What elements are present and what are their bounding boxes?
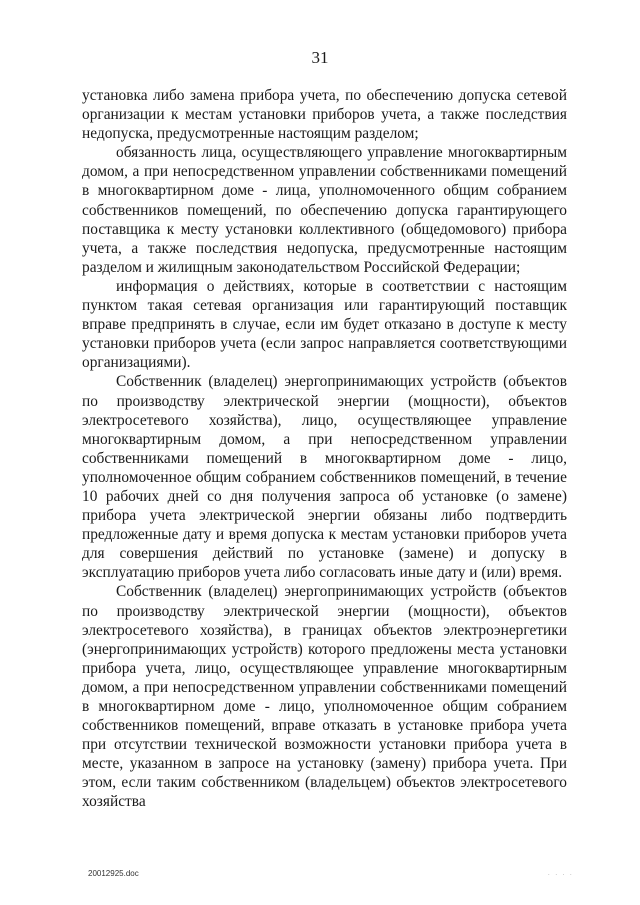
scan-marks: . . . . <box>548 871 574 877</box>
page-number: 31 <box>311 48 329 67</box>
paragraph-information-actions: информация о действиях, которые в соответствии с настоящим пунктом такая сетевая организация или гарантирующий поставщик вправе предпринять в случае, если им будет отказано в доступе к месту установки приборов учета (если запрос направляется соответствующими организациями). <box>82 277 567 372</box>
paragraph-obligation-manager: обязанность лица, осуществляющего управление многоквартирным домом, а при непосредственном управлении собственниками помещений в многоквартирном доме - лица, уполномоченного общим собранием собственников помещений, по обеспечению допуска гарантирующего поставщика к месту установки коллективного (общедомового) прибора учета, а также последствия недопуска, предусмотренные настоящим разделом и жилищным законодательством Российской Федерации; <box>82 144 567 276</box>
paragraph-owner-confirm: Собственник (владелец) энергопринимающих устройств (объектов по производству электрической энергии (мощности), объектов электросетевого хозяйства), лицо, осуществляющее управление многоквартирным домом, а при непосредственном управлении собственниками помещений в многоквартирном доме - лицо, уполномоченное общим собранием собственников помещений, в течение 10 рабочих дней со дня получения запроса об установке (о замене) прибора учета электрической энергии обязаны либо подтвердить предложенные дату и время допуска к местам установки приборов учета для совершения действий по установке (замене) и допуску в эксплуатацию приборов учета либо согласовать иные дату и (или) время. <box>82 373 567 582</box>
document-body <box>82 86 567 812</box>
paragraph-owner-refuse: Собственник (владелец) энергопринимающих устройств (объектов по производству электрической энергии (мощности), объектов электросетевого хозяйства), в границах объектов электроэнергетики (энергопринимающих устройств) которого предложены места установки прибора учета, лицо, осуществляющее управление многоквартирным домом, а при непосредственном управлении собственниками помещений в многоквартирном доме - лицо, уполномоченное общим собранием собственников помещений, вправе отказать в установке прибора учета при отсутствии технической возможности установки прибора учета в месте, указанном в запросе на установку (замену) прибора учета. При этом, если таким собственником (владельцем) объектов электросетевого хозяйства <box>82 583 567 811</box>
footer-doc-code: 20012925.doc <box>88 869 139 878</box>
paragraph-continuation: установка либо замена прибора учета, по обеспечению допуска сетевой организации к местам установки приборов учета, а также последствия недопуска, предусмотренные настоящим разделом; <box>82 87 567 143</box>
